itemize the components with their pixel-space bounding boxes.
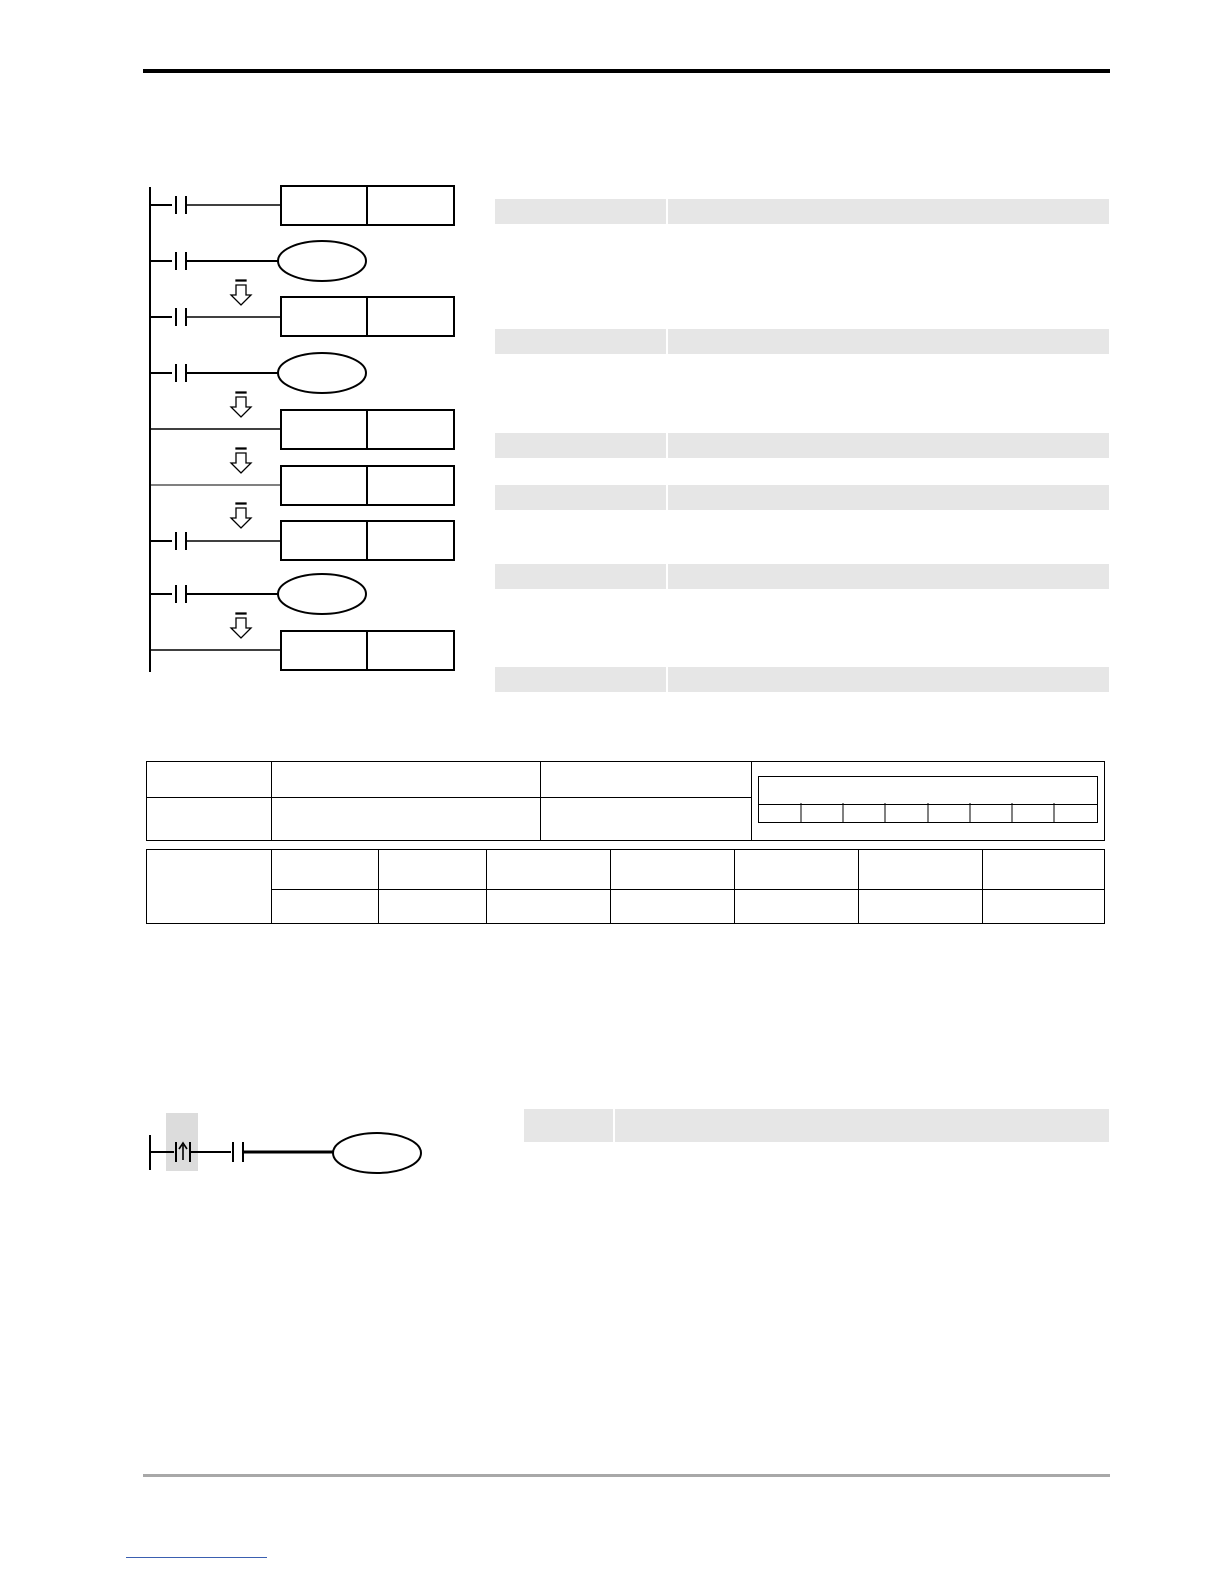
listing-row [495, 667, 1109, 692]
down-arrow-icons [231, 280, 251, 638]
rung-6 [150, 466, 454, 505]
operand-header [487, 850, 611, 890]
rung-8 [150, 574, 366, 614]
rung-7 [150, 521, 454, 560]
operand-header [272, 850, 379, 890]
down-arrow-icon [231, 503, 251, 528]
operand-header [379, 850, 487, 890]
spec-cell [541, 798, 752, 841]
coil-icon [333, 1133, 421, 1173]
listing-row [495, 199, 1109, 224]
operand-value [859, 890, 983, 924]
footer-rule [143, 1474, 1110, 1477]
operand-value [611, 890, 735, 924]
operand-table [146, 849, 1105, 924]
ladder-diagram-main [0, 0, 480, 700]
listing-row [495, 485, 1109, 510]
listing-row [495, 329, 1109, 354]
operand-header [735, 850, 859, 890]
down-arrow-icon [231, 613, 251, 638]
listing-row [495, 433, 1109, 458]
spec-cell [541, 762, 752, 798]
operand-value [487, 890, 611, 924]
rung-9 [150, 631, 454, 670]
spec-cell [272, 798, 541, 841]
operand-header [611, 850, 735, 890]
listing-row-example2 [524, 1109, 1109, 1142]
spec-cell [147, 762, 272, 798]
down-arrow-icon [231, 448, 251, 473]
footer-link-underline[interactable] [126, 1557, 267, 1558]
operand-value [272, 890, 379, 924]
ladder-diagram-example2 [0, 1100, 460, 1190]
rung-4 [150, 353, 366, 393]
spec-cell [272, 762, 541, 798]
operand-label [147, 850, 272, 924]
operand-value [983, 890, 1105, 924]
listing-row [495, 564, 1109, 589]
down-arrow-icon [231, 280, 251, 305]
operand-value [379, 890, 487, 924]
bit-cells [758, 803, 1098, 823]
operand-value [735, 890, 859, 924]
down-arrow-icon [231, 392, 251, 417]
operand-header [859, 850, 983, 890]
rung-3 [150, 297, 454, 336]
coil-icon [278, 241, 366, 281]
coil-icon [278, 353, 366, 393]
rung-1 [150, 186, 454, 225]
rung-2 [150, 241, 366, 281]
rung-5 [150, 410, 454, 449]
spec-cell [147, 798, 272, 841]
coil-icon [278, 574, 366, 614]
operand-header [983, 850, 1105, 890]
